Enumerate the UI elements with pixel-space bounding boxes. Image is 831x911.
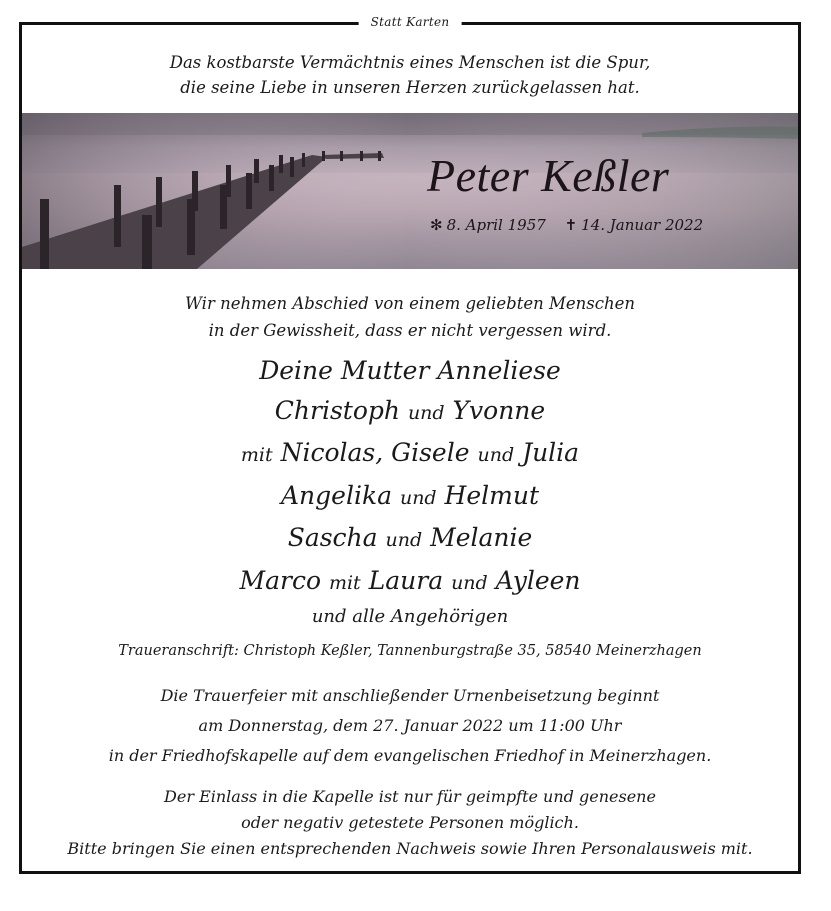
family-list: [22, 351, 798, 631]
jetty-lake-illustration: [22, 113, 798, 269]
family-connector: mit: [240, 444, 273, 466]
family-connector: und: [477, 444, 515, 466]
header-label: Statt Karten: [359, 15, 462, 29]
ceremony-info: [22, 681, 798, 771]
family-name: Julia: [522, 438, 580, 467]
family-name: Nicolas, Gisele: [280, 438, 470, 467]
birth-date: 8. April 1957: [446, 216, 546, 234]
admission-line-1: Der Einlass in die Kapelle ist nur für geimpfte und genesene: [164, 787, 656, 806]
farewell-line-2: in der Gewissheit, dass er nicht vergessen wird.: [208, 321, 612, 340]
family-name: Laura: [368, 565, 444, 595]
family-name: Melanie: [430, 523, 533, 552]
deceased-name: Peter Keßler: [427, 150, 670, 201]
ceremony-line-2: am Donnerstag, dem 27. Januar 2022 um 11:00 Uhr: [198, 716, 622, 735]
family-connector: und: [385, 529, 423, 551]
family-name: Marco: [239, 565, 321, 595]
family-line-angelika: [22, 476, 798, 519]
family-name: Ayleen: [495, 565, 581, 595]
life-dates: [430, 216, 707, 234]
family-connector: mit: [328, 571, 361, 594]
ceremony-line-1: Die Trauerfeier mit anschließender Urnenbeisetzung beginnt: [160, 686, 660, 705]
family-line-relatives: und alle Angehörigen: [311, 606, 509, 627]
death-date: 14. Januar 2022: [581, 216, 704, 234]
admission-line-2: oder negativ getestete Personen möglich.: [241, 813, 579, 832]
family-connector: und: [451, 571, 488, 594]
family-name: Christoph: [274, 395, 400, 425]
family-connector: und: [399, 486, 437, 509]
admission-notice: [22, 784, 798, 862]
family-line-mother: Deine Mutter Anneliese: [259, 356, 561, 385]
family-line-sascha: [22, 518, 798, 561]
intro-line-2: die seine Liebe in unseren Herzen zurückgelassen hat.: [180, 78, 640, 97]
family-connector: und: [407, 401, 445, 424]
family-name: Sascha: [287, 523, 378, 552]
birth-star-icon: ✻: [430, 216, 443, 234]
admission-line-3: Bitte bringen Sie einen entsprechenden Nachweis sowie Ihren Personalausweis mit.: [67, 839, 753, 858]
family-line-grandchildren: [22, 433, 798, 476]
family-line-marco: [22, 561, 798, 604]
death-cross-icon: ✝: [564, 216, 578, 234]
intro-line-1: Das kostbarste Vermächtnis eines Menschen ist die Spur,: [169, 53, 651, 72]
family-name: Helmut: [444, 480, 539, 510]
obituary-frame: [19, 15, 801, 874]
banner-image: [22, 113, 798, 269]
mourning-address: Traueranschrift: Christoph Keßler, Tannenburgstraße 35, 58540 Meinerzhagen: [118, 643, 702, 659]
ceremony-line-3: in der Friedhofskapelle auf dem evangelischen Friedhof in Meinerzhagen.: [108, 746, 712, 765]
intro-quote: [22, 50, 798, 100]
family-name: Yvonne: [452, 395, 546, 425]
farewell-text: [22, 290, 798, 344]
farewell-line-1: Wir nehmen Abschied von einem geliebten Menschen: [185, 294, 635, 313]
family-line-christoph: [22, 391, 798, 434]
family-name: Angelika: [281, 480, 392, 510]
